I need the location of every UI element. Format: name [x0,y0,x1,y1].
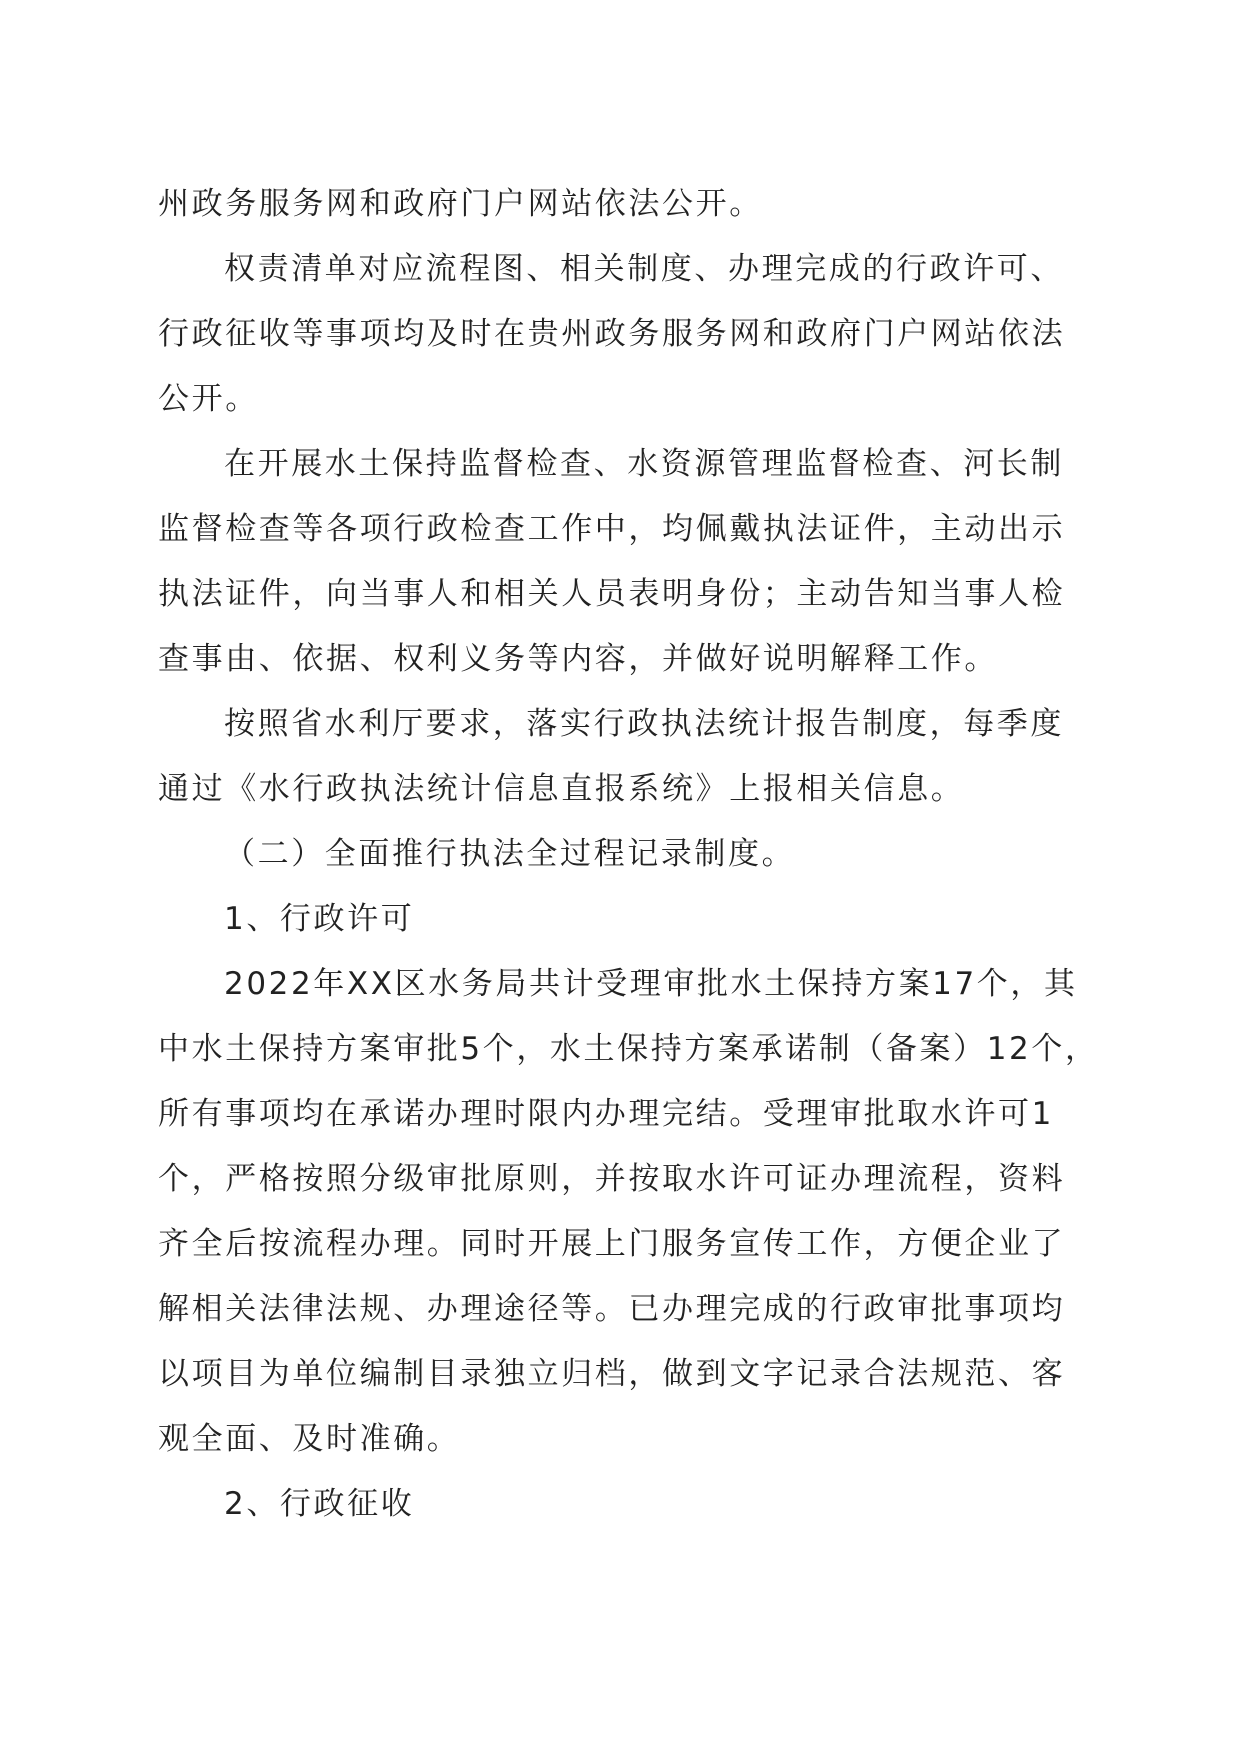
document-body [158,172,1099,1537]
text-line: 行政征收等事项均及时在贵州政务服务网和政府门户网站依法 [158,316,1066,352]
text-line: 州政务服务网和政府门户网站依法公开。 [158,186,763,222]
text-line: 中水土保持方案审批5个，水土保持方案承诺制（备案）12个， [158,1031,1099,1067]
text-line: 个，严格按照分级审批原则，并按取水许可证办理流程，资料 [158,1161,1066,1197]
text-line: 所有事项均在承诺办理时限内办理完结。受理审批取水许可1 [158,1096,1054,1132]
text-line: 公开。 [158,381,259,417]
text-line: 通过《水行政执法统计信息直报系统》上报相关信息。 [158,771,965,807]
section-heading: （二）全面推行执法全过程记录制度。 [224,836,796,872]
paragraph-start-line: 2022年XX区水务局共计受理审批水土保持方案17个，其 [224,966,1078,1002]
text-line: 解相关法律法规、办理途径等。已办理完成的行政审批事项均 [158,1291,1066,1327]
paragraph-start-line: 权责清单对应流程图、相关制度、办理完成的行政许可、 [224,251,1064,287]
paragraph-start-line: 在开展水土保持监督检查、水资源管理监督检查、河长制 [224,446,1064,482]
text-line: 监督检查等各项行政检查工作中，均佩戴执法证件，主动出示 [158,511,1066,547]
paragraph-start-line: 按照省水利厅要求，落实行政执法统计报告制度，每季度 [224,706,1064,742]
text-line: 以项目为单位编制目录独立归档，做到文字记录合法规范、客 [158,1356,1066,1392]
text-line: 齐全后按流程办理。同时开展上门服务宣传工作，方便企业了 [158,1226,1066,1262]
text-line: 执法证件，向当事人和相关人员表明身份；主动告知当事人检 [158,576,1066,612]
subsection-heading: 1、行政许可 [224,901,415,937]
text-line: 查事由、依据、权利义务等内容，并做好说明解释工作。 [158,641,998,677]
text-line: 观全面、及时准确。 [158,1421,461,1457]
subsection-heading: 2、行政征收 [224,1486,415,1522]
